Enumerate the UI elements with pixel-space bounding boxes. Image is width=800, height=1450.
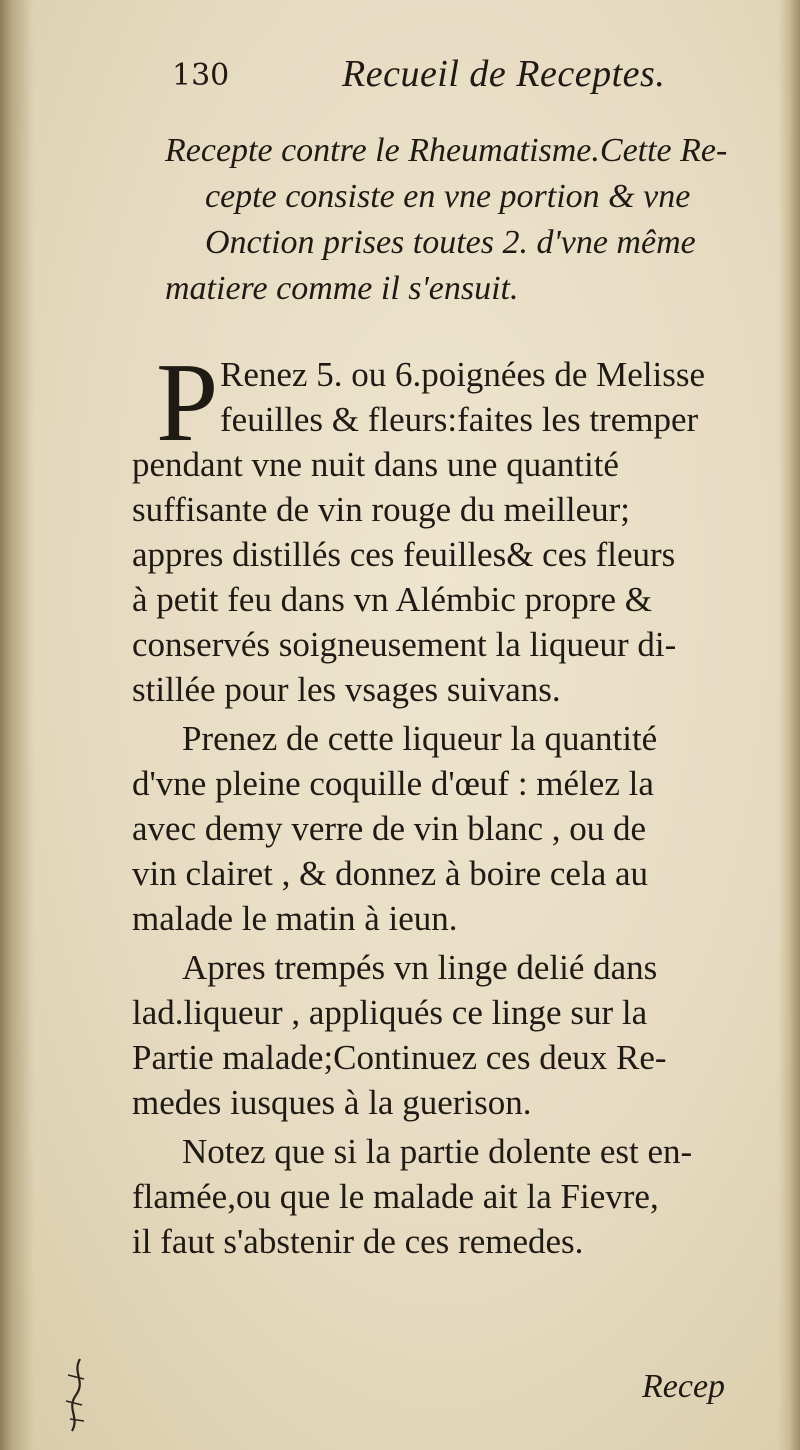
paragraph	[132, 945, 772, 1125]
text-line: pendant vne nuit dans une quantité	[132, 445, 619, 484]
text-line: avec demy verre de vin blanc , ou de	[132, 809, 647, 848]
heading-line: matiere comme il s'ensuit.	[165, 270, 519, 307]
gutter-shadow	[0, 0, 34, 1450]
running-title: Recueil de Receptes.	[342, 53, 666, 95]
text-line: suffisante de vin rouge du meilleur;	[132, 490, 630, 529]
margin-mark	[50, 1355, 100, 1435]
page-number: 130	[172, 58, 230, 93]
text-line: à petit feu dans vn Alémbic propre &	[132, 580, 652, 619]
paragraph	[132, 716, 772, 941]
text-line: stillée pour les vsages suivans.	[132, 670, 561, 709]
text-line: Partie malade;Continuez ces deux Re-	[132, 1038, 667, 1077]
text-line: medes iusques à la guerison.	[132, 1083, 532, 1122]
heading-line: Recepte contre le Rheumatisme.Cette Re-	[165, 132, 728, 169]
text-line: flamée,ou que le malade ait la Fievre,	[132, 1177, 659, 1216]
running-head	[172, 52, 692, 112]
text-line: Renez 5. ou 6.poignées de Melisse	[220, 355, 706, 394]
body-text	[132, 341, 772, 1264]
heading-line: cepte consiste en vne portion & vne	[205, 178, 691, 215]
text-line: conservés soigneusement la liqueur di-	[132, 625, 677, 664]
text-line: appres distillés ces feuilles& ces fleurs	[132, 535, 676, 574]
drop-cap: P	[156, 341, 219, 465]
page-edge	[778, 0, 800, 1450]
heading-line: Onction prises toutes 2. d'vne même	[205, 224, 696, 261]
text-line: Apres trempés vn linge delié dans	[182, 948, 658, 987]
text-line: d'vne pleine coquille d'œuf : mélez la	[132, 764, 654, 803]
text-line: il faut s'abstenir de ces remedes.	[132, 1222, 584, 1261]
recipe-heading	[165, 128, 775, 312]
text-line: malade le matin à ieun.	[132, 899, 458, 938]
text-line: lad.liqueur , appliqués ce linge sur la	[132, 993, 648, 1032]
text-line: vin clairet , & donnez à boire cela au	[132, 854, 649, 893]
text-line: Prenez de cette liqueur la quantité	[182, 719, 658, 758]
text-line: Notez que si la partie dolente est en-	[182, 1132, 693, 1171]
paragraph	[132, 341, 772, 712]
paragraph	[132, 1129, 772, 1264]
text-line: feuilles & fleurs:faites les tremper	[220, 400, 699, 439]
catchword: Recep	[642, 1368, 726, 1405]
